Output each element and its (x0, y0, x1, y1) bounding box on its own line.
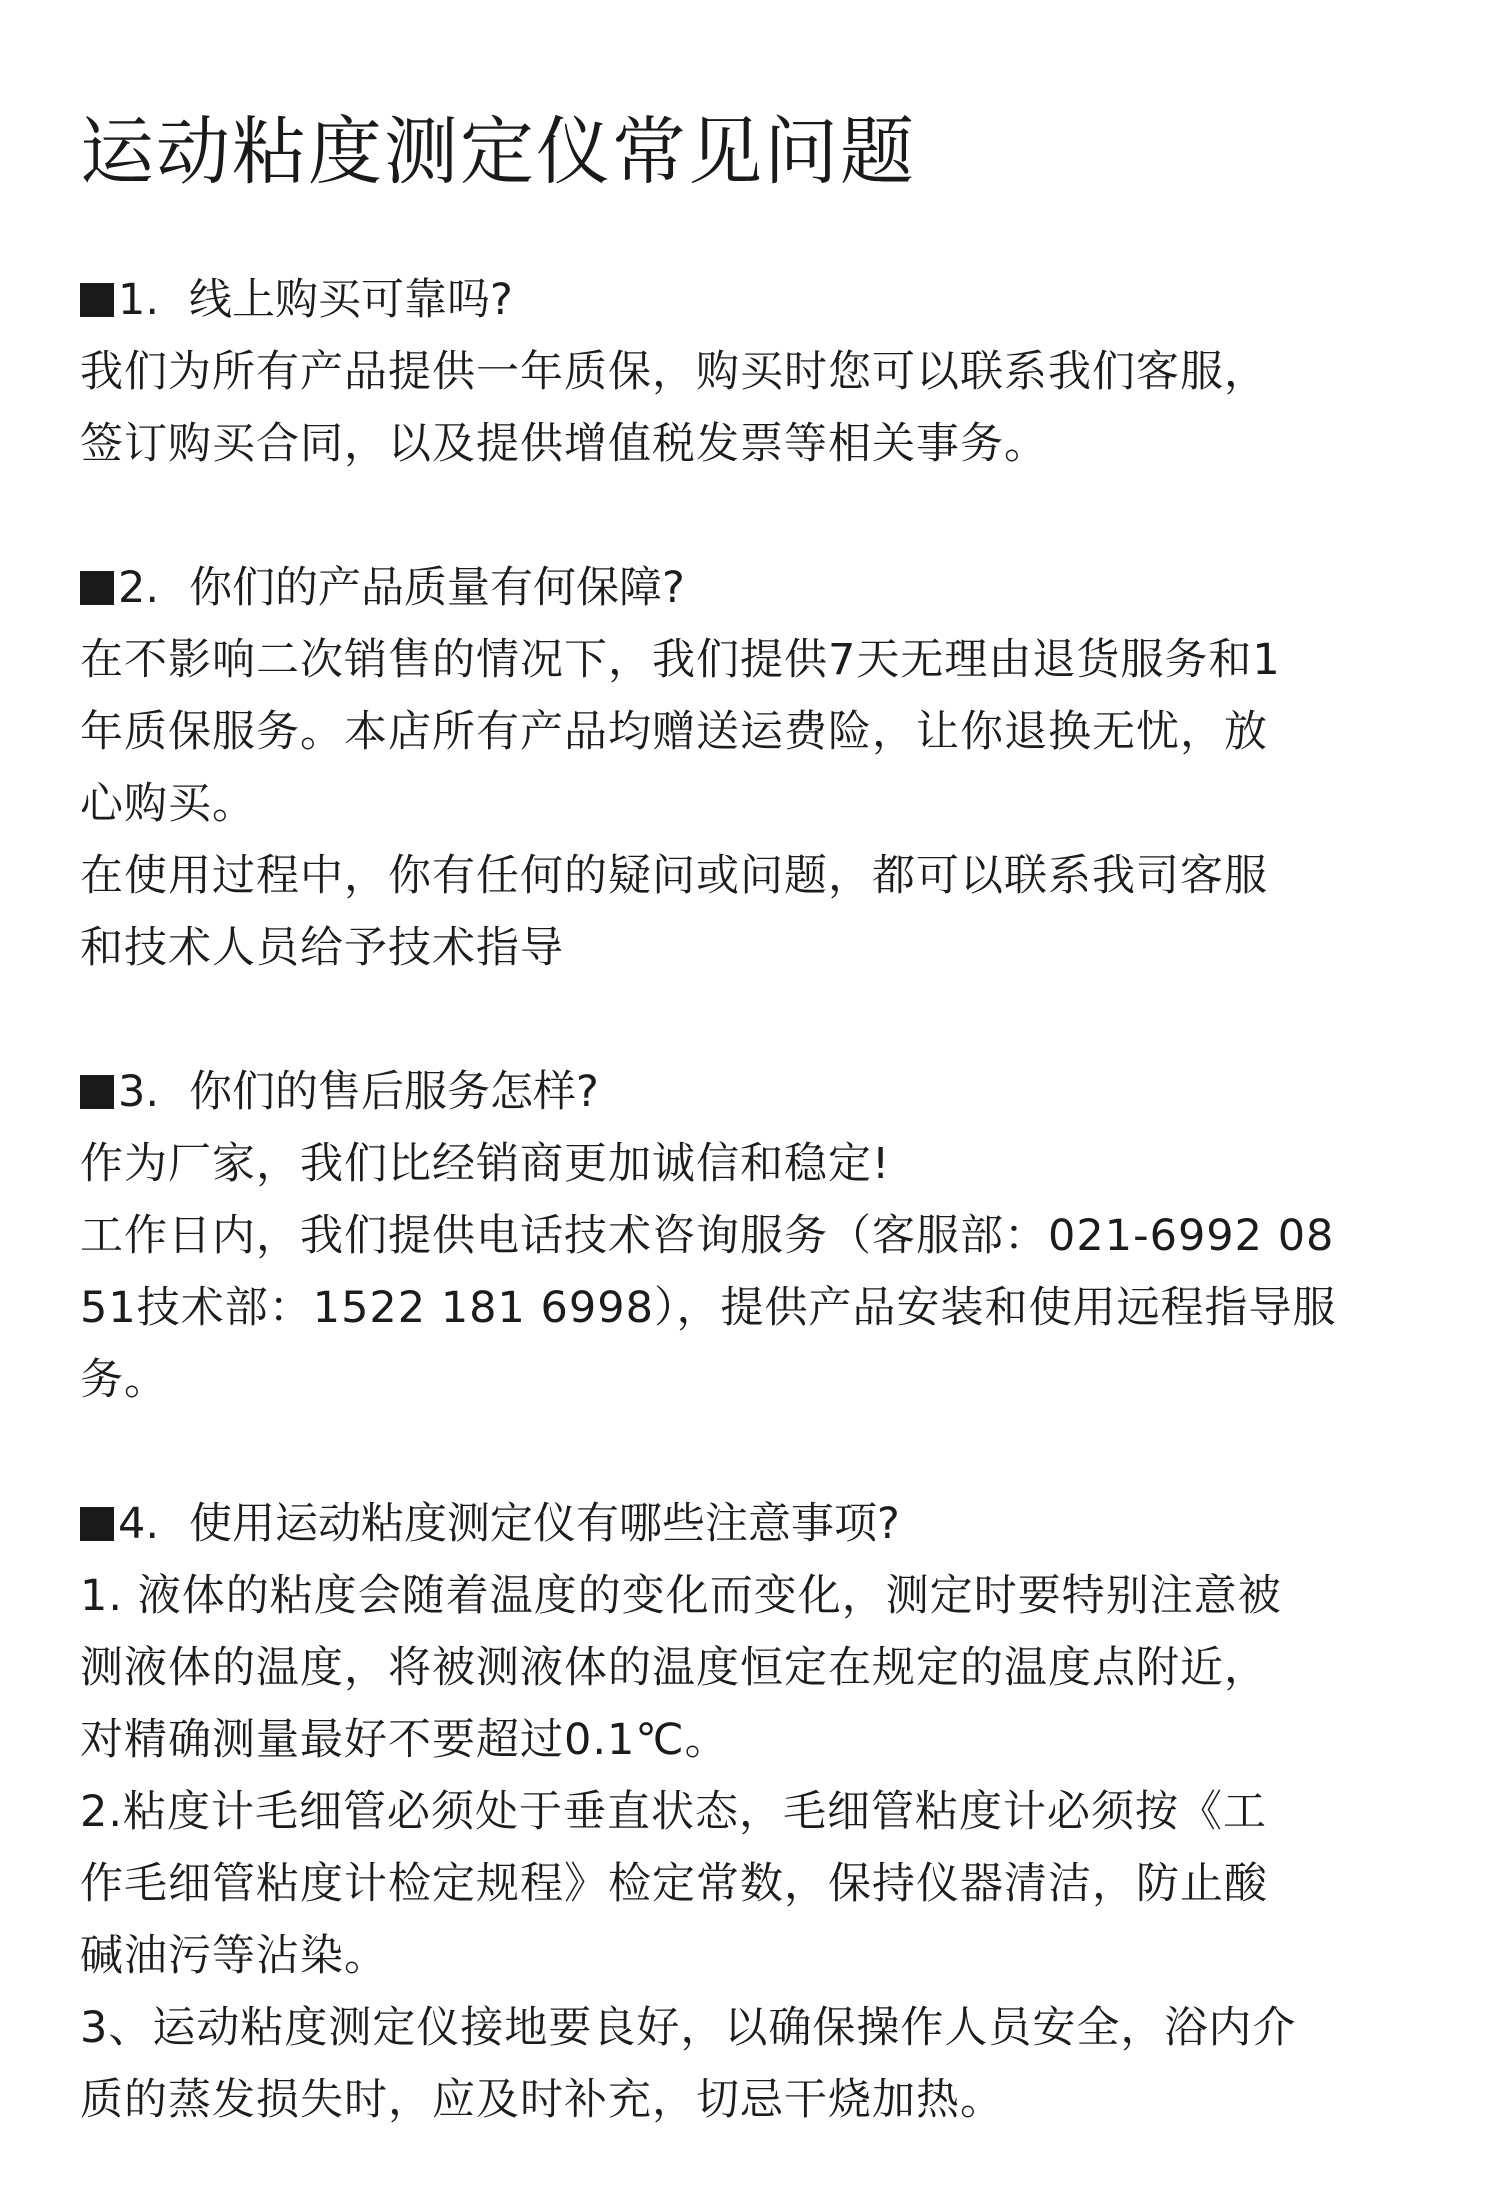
answer-line: 碱油污等沾染。 (80, 1931, 388, 1981)
black-square-icon (80, 1075, 114, 1109)
answer-line: 1. 液体的粘度会随着温度的变化而变化，测定时要特别注意被 (80, 1571, 1282, 1621)
question-text: 线上购买可靠吗? (189, 275, 513, 325)
answer-line: 质的蒸发损失时，应及时补充，切忌干烧加热。 (80, 2075, 1004, 2125)
black-square-icon (80, 1507, 114, 1541)
faq-answer (80, 624, 1410, 984)
answer-line: 3、运动粘度测定仪接地要良好，以确保操作人员安全，浴内介 (80, 2003, 1297, 2053)
faq-question (80, 1488, 1410, 1560)
faq-question (80, 552, 1410, 624)
question-number: 3. (118, 1067, 160, 1117)
faq-answer (80, 1560, 1410, 2136)
answer-line: 测液体的温度，将被测液体的温度恒定在规定的温度点附近， (80, 1643, 1268, 1693)
black-square-icon (80, 571, 114, 605)
faq-item-3 (80, 1056, 1410, 1416)
question-number: 1. (118, 275, 160, 325)
answer-line: 心购买。 (80, 779, 256, 829)
answer-line: 2.粘度计毛细管必须处于垂直状态，毛细管粘度计必须按《工 (80, 1787, 1268, 1837)
answer-line: 在使用过程中，你有任何的疑问或问题，都可以联系我司客服 (80, 851, 1268, 901)
faq-question (80, 1056, 1410, 1128)
faq-answer (80, 336, 1410, 480)
faq-item-4 (80, 1488, 1410, 2136)
question-text: 你们的产品质量有何保障? (189, 563, 685, 613)
answer-line: 务。 (80, 1355, 168, 1405)
answer-line: 对精确测量最好不要超过0.1℃。 (80, 1715, 729, 1765)
faq-list (80, 264, 1410, 2136)
question-text: 使用运动粘度测定仪有哪些注意事项? (189, 1499, 900, 1549)
answer-line: 作为厂家，我们比经销商更加诚信和稳定! (80, 1139, 891, 1189)
faq-answer (80, 1128, 1410, 1416)
answer-line: 51技术部：1522 181 6998），提供产品安装和使用远程指导服 (80, 1283, 1337, 1333)
faq-item-2 (80, 552, 1410, 984)
page-title: 运动粘度测定仪常见问题 (80, 109, 916, 195)
question-text: 你们的售后服务怎样? (189, 1067, 599, 1117)
answer-line: 签订购买合同，以及提供增值税发票等相关事务。 (80, 419, 1048, 469)
answer-line: 和技术人员给予技术指导 (80, 923, 564, 973)
black-square-icon (80, 283, 114, 317)
answer-line: 在不影响二次销售的情况下，我们提供7天无理由退货服务和1 (80, 635, 1281, 685)
answer-line: 作毛细管粘度计检定规程》检定常数，保持仪器清洁，防止酸 (80, 1859, 1268, 1909)
faq-question (80, 264, 1410, 336)
question-number: 4. (118, 1499, 160, 1549)
answer-line: 年质保服务。本店所有产品均赠送运费险，让你退换无忧，放 (80, 707, 1268, 757)
faq-item-1 (80, 264, 1410, 480)
question-number: 2. (118, 563, 160, 613)
answer-line: 我们为所有产品提供一年质保，购买时您可以联系我们客服， (80, 347, 1268, 397)
answer-line: 工作日内，我们提供电话技术咨询服务（客服部：021-6992 08 (80, 1211, 1335, 1261)
